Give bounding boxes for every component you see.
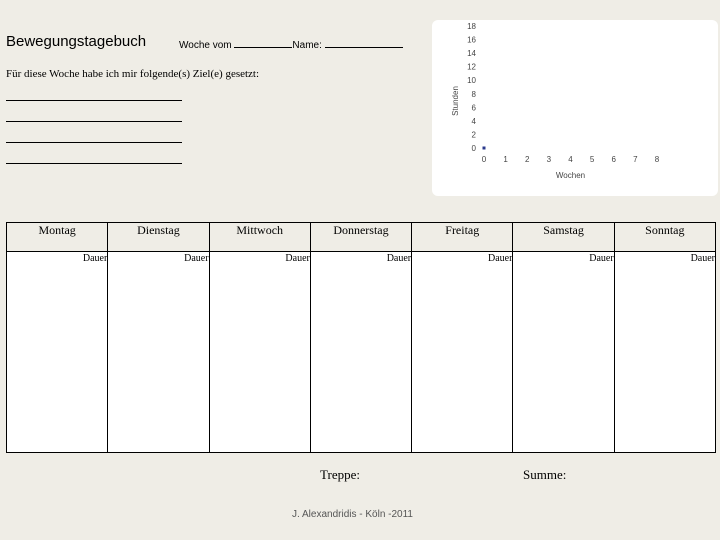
y-tick-label: 8 xyxy=(471,89,476,99)
day-header-mittwoch: Mittwoch xyxy=(209,223,310,252)
goal-line-2[interactable] xyxy=(6,121,182,122)
day-entry-montag[interactable] xyxy=(7,252,108,453)
x-tick-label: 4 xyxy=(568,155,573,164)
y-tick-label: 16 xyxy=(467,35,476,45)
day-header-samstag: Samstag xyxy=(513,223,614,252)
x-axis-label: Wochen xyxy=(555,171,586,180)
x-tick-label: 2 xyxy=(525,155,530,164)
x-tick-label: 1 xyxy=(503,155,508,164)
day-header-freitag: Freitag xyxy=(412,223,513,252)
duration-label: Dauer xyxy=(285,253,310,264)
duration-label: Dauer xyxy=(184,253,209,264)
day-entry-dienstag[interactable] xyxy=(108,252,209,453)
day-entry-freitag[interactable] xyxy=(412,252,513,453)
goals-label: Für diese Woche habe ich mir folgende(s) Ziel(e) gesetzt: xyxy=(6,68,260,80)
x-tick-label: 3 xyxy=(546,155,552,164)
y-tick-label: 4 xyxy=(471,116,476,126)
day-header-row xyxy=(7,223,716,252)
week-label: Woche vom xyxy=(179,40,232,51)
day-entry-row xyxy=(7,252,716,453)
duration-label: Dauer xyxy=(82,253,108,264)
day-entry-sonntag[interactable] xyxy=(614,252,715,453)
week-name-fields xyxy=(179,38,403,51)
day-header-sonntag: Sonntag xyxy=(614,223,715,252)
stairs-label: Treppe: xyxy=(320,467,360,482)
week-table xyxy=(6,222,716,453)
data-point xyxy=(483,147,486,150)
name-input-line[interactable] xyxy=(325,38,403,48)
y-tick-label: 12 xyxy=(467,62,476,72)
goal-line-3[interactable] xyxy=(6,142,182,143)
duration-label: Dauer xyxy=(690,253,715,264)
x-tick-label: 5 xyxy=(589,155,595,164)
week-input-line[interactable] xyxy=(234,38,292,48)
sum-label: Summe: xyxy=(523,467,567,482)
duration-label: Dauer xyxy=(487,253,513,264)
page-title: Bewegungstagebuch xyxy=(6,33,147,50)
y-tick-label: 18 xyxy=(467,22,476,31)
y-tick-label: 14 xyxy=(467,49,476,59)
progress-chart xyxy=(432,20,718,196)
y-tick-label: 10 xyxy=(467,76,476,86)
chart-svg xyxy=(432,20,718,196)
y-axis-label: Stunden xyxy=(451,86,460,116)
x-tick-label: 0 xyxy=(481,155,487,164)
goal-line-1[interactable] xyxy=(6,100,182,101)
name-label: Name: xyxy=(292,40,322,51)
y-tick-label: 0 xyxy=(471,144,476,153)
x-tick-label: 8 xyxy=(654,155,660,164)
day-entry-samstag[interactable] xyxy=(513,252,614,453)
y-tick-label: 6 xyxy=(471,103,476,113)
duration-label: Dauer xyxy=(386,253,412,264)
day-header-donnerstag: Donnerstag xyxy=(310,223,411,252)
day-entry-donnerstag[interactable] xyxy=(310,252,411,453)
credit-text: J. Alexandridis - Köln -2011 xyxy=(292,509,413,520)
day-entry-mittwoch[interactable] xyxy=(209,252,310,453)
day-header-dienstag: Dienstag xyxy=(108,223,209,252)
y-tick-label: 2 xyxy=(471,130,476,140)
x-tick-label: 6 xyxy=(611,155,616,164)
x-tick-label: 7 xyxy=(633,155,638,164)
day-header-montag: Montag xyxy=(7,223,108,252)
goal-line-4[interactable] xyxy=(6,163,182,164)
duration-label: Dauer xyxy=(589,253,614,264)
